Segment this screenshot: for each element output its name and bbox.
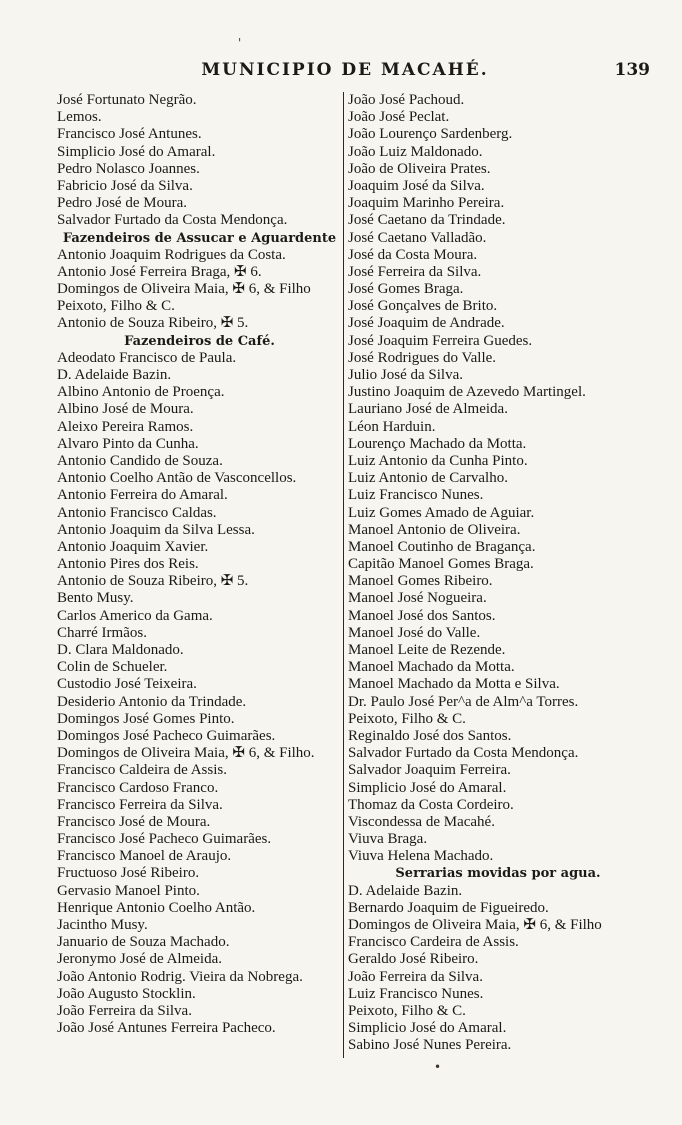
list-item: José Rodrigues do Valle.	[348, 349, 497, 366]
page-header	[40, 60, 650, 86]
list-item: José Joaquim Ferreira Guedes.	[348, 332, 533, 349]
list-item: Desiderio Antonio da Trindade.	[57, 693, 247, 710]
column-divider	[343, 92, 344, 1058]
list-item: Domingos de Oliveira Maia, ✠ 6, & Filho.	[57, 745, 315, 762]
list-item: José Gonçalves de Brito.	[348, 298, 498, 315]
list-item: João José Pachoud.	[348, 92, 465, 108]
list-item: Antonio Candido de Souza.	[57, 452, 223, 469]
list-item: Manoel Leite de Rezende.	[348, 642, 506, 658]
list-item: Reginaldo José dos Santos.	[348, 727, 512, 744]
list-item: Antonio Francisco Caldas.	[57, 504, 217, 521]
list-item: Domingos José Gomes Pinto.	[57, 710, 235, 727]
list-item: Francisco Cardoso Franco.	[57, 779, 219, 796]
list-item: Salvador Furtado da Costa Mendonça.	[57, 212, 288, 229]
list-item: José Caetano da Trindade.	[348, 212, 506, 229]
list-item: João Luiz Maldonado.	[348, 143, 483, 160]
list-item: Bento Musy.	[57, 590, 134, 607]
list-item: Fructuoso José Ribeiro.	[57, 865, 200, 882]
list-item: Fabricio José da Silva.	[57, 177, 193, 194]
print-speck: •	[434, 1060, 442, 1074]
list-item: Antonio Joaquim Rodrigues da Costa.	[57, 246, 286, 263]
list-item: Peixoto, Filho & C.	[348, 1002, 466, 1019]
right-column	[348, 92, 648, 1055]
list-item: Custodio José Teixeira.	[57, 676, 197, 693]
list-item: Antonio Joaquim da Silva Lessa.	[57, 521, 255, 538]
list-item: Peixoto, Filho & C.	[57, 298, 175, 315]
list-item: Simplicio José do Amaral.	[348, 1020, 507, 1037]
list-item: Charré Irmãos.	[57, 624, 147, 641]
list-item: Antonio de Souza Ribeiro, ✠ 5.	[57, 573, 249, 590]
list-item: João Lourenço Sardenberg.	[348, 126, 513, 143]
list-item: Lourenço Machado da Motta.	[348, 435, 527, 452]
list-item: Domingos José Pacheco Guimarães.	[57, 727, 276, 744]
list-item: Thomaz da Costa Cordeiro.	[348, 796, 514, 813]
list-item: Viscondessa de Macahé.	[348, 813, 495, 830]
list-item: Dr. Paulo José Per^a de Alm^a Torres.	[348, 693, 579, 710]
list-item: Manoel Machado da Motta e Silva.	[348, 676, 560, 693]
list-item: Domingos de Oliveira Maia, ✠ 6, & Filho	[57, 281, 311, 298]
list-item: Luiz Francisco Nunes.	[348, 985, 484, 1002]
list-item: Gervasio Manoel Pinto.	[57, 882, 200, 899]
list-item: D. Adelaide Bazin.	[57, 367, 172, 383]
list-item: João José Antunes Ferreira Pacheco.	[57, 1020, 276, 1037]
list-item: Albino José de Moura.	[57, 401, 194, 418]
list-item: Viuva Helena Machado.	[348, 848, 494, 865]
list-item: Jeronymo José de Almeida.	[57, 951, 222, 968]
list-item: Antonio Joaquim Xavier.	[57, 538, 209, 555]
list-item: Manoel Machado da Motta.	[348, 659, 515, 676]
list-item: João Ferreira da Silva.	[57, 1002, 192, 1019]
list-item: Antonio José Ferreira Braga, ✠ 6.	[57, 263, 262, 280]
list-item: D. Adelaide Bazin.	[348, 882, 463, 899]
list-item: Francisco José de Moura.	[57, 813, 211, 830]
list-item: José Caetano Valladão.	[348, 229, 487, 246]
left-column	[57, 92, 342, 1037]
list-item: João Augusto Stocklin.	[57, 985, 196, 1002]
list-item: Bernardo Joaquim de Figueiredo.	[348, 899, 549, 916]
list-item: Januario de Souza Machado.	[57, 934, 230, 951]
list-item: Manoel José Nogueira.	[348, 590, 487, 607]
list-item: Joaquim Marinho Pereira.	[348, 195, 505, 212]
list-item: Justino Joaquim de Azevedo Martingel.	[348, 384, 586, 401]
list-item: Francisco Cardeira de Assis.	[348, 934, 519, 951]
list-item: Lemos.	[57, 109, 102, 126]
list-item: Capitão Manoel Gomes Braga.	[348, 556, 534, 573]
section-heading: Fazendeiros de Assucar e Aguardente	[62, 230, 337, 246]
list-item: Manoel Coutinho de Bragança.	[348, 538, 536, 555]
list-item: Colin de Schueler.	[57, 659, 168, 676]
list-item: Pedro Nolasco Joannes.	[57, 160, 200, 177]
list-item: Joaquim José da Silva.	[348, 177, 485, 194]
list-item: Simplicio José do Amaral.	[348, 779, 507, 796]
list-item: Lauriano José de Almeida.	[348, 401, 508, 418]
list-item: Léon Harduin.	[348, 418, 436, 435]
list-item: João Antonio Rodrig. Vieira da Nobrega.	[57, 968, 303, 985]
page-title: MUNICIPIO DE MACAHÉ.	[201, 60, 489, 80]
list-item: Francisco Ferreira da Silva.	[57, 796, 223, 813]
list-item: Francisco Caldeira de Assis.	[57, 762, 227, 779]
list-item: Simplicio José do Amaral.	[57, 143, 216, 160]
list-item: Albino Antonio de Proença.	[57, 384, 225, 401]
list-item: Luiz Francisco Nunes.	[348, 487, 484, 504]
list-item: Domingos de Oliveira Maia, ✠ 6, & Filho	[348, 917, 602, 933]
page-number: 139	[614, 60, 650, 80]
list-item: Antonio Ferreira do Amaral.	[57, 487, 228, 504]
list-item: Manoel Antonio de Oliveira.	[348, 521, 521, 538]
section-heading: Fazendeiros de Café.	[124, 333, 275, 349]
list-item: Manoel Gomes Ribeiro.	[348, 573, 493, 590]
list-item: D. Clara Maldonado.	[57, 642, 184, 658]
list-item: João José Peclat.	[348, 109, 450, 126]
list-item: Francisco Manoel de Araujo.	[57, 848, 232, 865]
list-item: Peixoto, Filho & C.	[348, 710, 466, 727]
list-item: Luiz Gomes Amado de Aguiar.	[348, 504, 535, 521]
list-item: João Ferreira da Silva.	[348, 968, 483, 985]
list-item: Salvador Furtado da Costa Mendonça.	[348, 745, 579, 762]
list-item: José Ferreira da Silva.	[348, 263, 482, 280]
list-item: Luiz Antonio da Cunha Pinto.	[348, 452, 528, 469]
list-item: Antonio de Souza Ribeiro, ✠ 5.	[57, 315, 249, 332]
list-item: José Joaquim de Andrade.	[348, 315, 505, 332]
list-item: Antonio Coelho Antão de Vasconcellos.	[57, 470, 297, 487]
list-item: Francisco José Pacheco Guimarães.	[57, 831, 272, 848]
list-item: Francisco José Antunes.	[57, 126, 202, 143]
list-item: Viuva Braga.	[348, 831, 428, 848]
list-item: Jacintho Musy.	[57, 917, 148, 933]
list-item: João de Oliveira Prates.	[348, 160, 491, 177]
list-item: Pedro José de Moura.	[57, 195, 187, 212]
list-item: Julio José da Silva.	[348, 367, 463, 383]
list-item: José Gomes Braga.	[348, 281, 464, 298]
list-item: Henrique Antonio Coelho Antão.	[57, 899, 256, 916]
list-item: José da Costa Moura.	[348, 246, 478, 263]
list-item: Carlos Americo da Gama.	[57, 607, 213, 624]
list-item: Sabino José Nunes Pereira.	[348, 1037, 512, 1054]
list-item: Alvaro Pinto da Cunha.	[57, 435, 199, 452]
section-heading: Serrarias movidas por agua.	[395, 866, 601, 882]
list-item: Antonio Pires dos Reis.	[57, 556, 199, 573]
list-item: Aleixo Pereira Ramos.	[57, 418, 194, 435]
list-item: Geraldo José Ribeiro.	[348, 951, 479, 968]
list-item: Luiz Antonio de Carvalho.	[348, 470, 508, 487]
list-item: Adeodato Francisco de Paula.	[57, 349, 237, 366]
list-item: José Fortunato Negrão.	[57, 92, 197, 108]
list-item: Manoel José do Valle.	[348, 624, 481, 641]
list-item: Salvador Joaquim Ferreira.	[348, 762, 511, 779]
list-item: Manoel José dos Santos.	[348, 607, 496, 624]
print-speck: '	[238, 36, 242, 50]
